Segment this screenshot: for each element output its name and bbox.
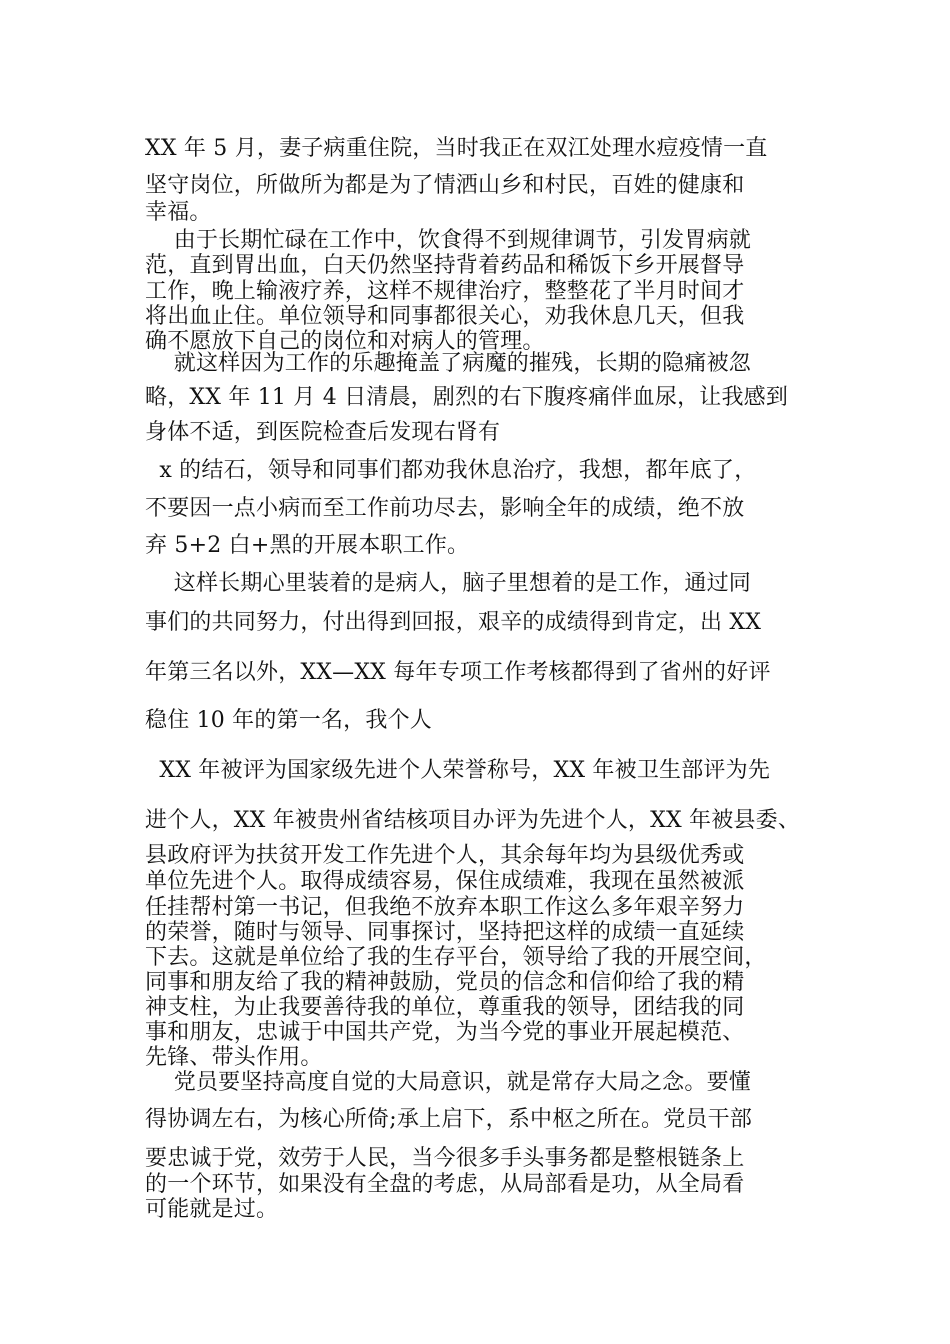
text-line: 就这样因为工作的乐趣掩盖了病魔的摧残，长期的隐痛被忽: [145, 351, 751, 376]
text-line: x 的结石，领导和同事们都劝我休息治疗，我想，都年底了，: [145, 458, 757, 483]
text-line: 由于长期忙碌在工作中，饮食得不到规律调节，引发胃病就: [145, 228, 751, 253]
text-line: 先锋、带头作用。: [145, 1045, 323, 1070]
text-line: 将出血止住。单位领导和同事都很关心，劝我休息几天，但我: [145, 304, 745, 329]
text-line: 稳住 10 年的第一名，我个人: [145, 708, 432, 733]
text-line: 进个人，XX 年被贵州省结核项目办评为先进个人，XX 年被县委、: [145, 808, 801, 833]
text-line: 工作，晚上输液疗养，这样不规律治疗，整整花了半月时间才: [145, 279, 745, 304]
text-line: 年第三名以外，XX—XX 每年专项工作考核都得到了省州的好评: [145, 660, 771, 685]
text-line: 县政府评为扶贫开发工作先进个人，其余每年均为县级优秀或: [145, 843, 745, 868]
text-line: 下去。这就是单位给了我的生存平台，领导给了我的开展空间，: [145, 945, 767, 970]
text-line: 同事和朋友给了我的精神鼓励，党员的信念和信仰给了我的精: [145, 970, 745, 995]
text-line: 可能就是过。: [145, 1197, 279, 1222]
text-line: 这样长期心里装着的是病人，脑子里想着的是工作，通过同: [145, 571, 751, 596]
text-line: 单位先进个人。取得成绩容易，保住成绩难，我现在虽然被派: [145, 869, 745, 894]
text-line: 得协调左右，为核心所倚;承上启下，系中枢之所在。党员干部: [145, 1107, 753, 1132]
text-line: 坚守岗位，所做所为都是为了情洒山乡和村民，百姓的健康和: [145, 173, 745, 198]
text-line: 的荣誉，随时与领导、同事探讨，坚持把这样的成绩一直延续: [145, 920, 745, 945]
text-line: 党员要坚持高度自觉的大局意识，就是常存大局之念。要懂: [145, 1070, 751, 1095]
text-line: 不要因一点小病而至工作前功尽去，影响全年的成绩，绝不放: [145, 496, 745, 521]
text-line: 弃 5+2 白+黑的开展本职工作。: [145, 533, 470, 558]
text-line: 幸福。: [145, 200, 212, 225]
text-line: 事和朋友，忠诚于中国共产党，为当今党的事业开展起模范、: [145, 1020, 745, 1045]
text-line: 身体不适，到医院检查后发现右肾有: [145, 420, 501, 445]
text-line: 确不愿放下自己的岗位和对病人的管理。: [145, 329, 545, 354]
text-line: 略，XX 年 11 月 4 日清晨，剧烈的右下腹疼痛伴血尿，让我感到: [145, 385, 789, 410]
text-line: XX 年 5 月，妻子病重住院，当时我正在双江处理水痘疫情一直: [145, 136, 768, 161]
text-line: 神支柱，为止我要善待我的单位，尊重我的领导，团结我的同: [145, 995, 745, 1020]
text-line: XX 年被评为国家级先进个人荣誉称号，XX 年被卫生部评为先: [145, 758, 771, 783]
text-line: 范，直到胃出血，白天仍然坚持背着药品和稀饭下乡开展督导: [145, 253, 745, 278]
text-line: 事们的共同努力，付出得到回报，艰辛的成绩得到肯定，出 XX: [145, 610, 762, 635]
text-line: 的一个环节，如果没有全盘的考虑，从局部看是功，从全局看: [145, 1172, 745, 1197]
text-line: 任挂帮村第一书记，但我绝不放弃本职工作这么多年艰辛努力: [145, 895, 745, 920]
text-line: 要忠诚于党，效劳于人民，当今很多手头事务都是整根链条上: [145, 1146, 745, 1171]
